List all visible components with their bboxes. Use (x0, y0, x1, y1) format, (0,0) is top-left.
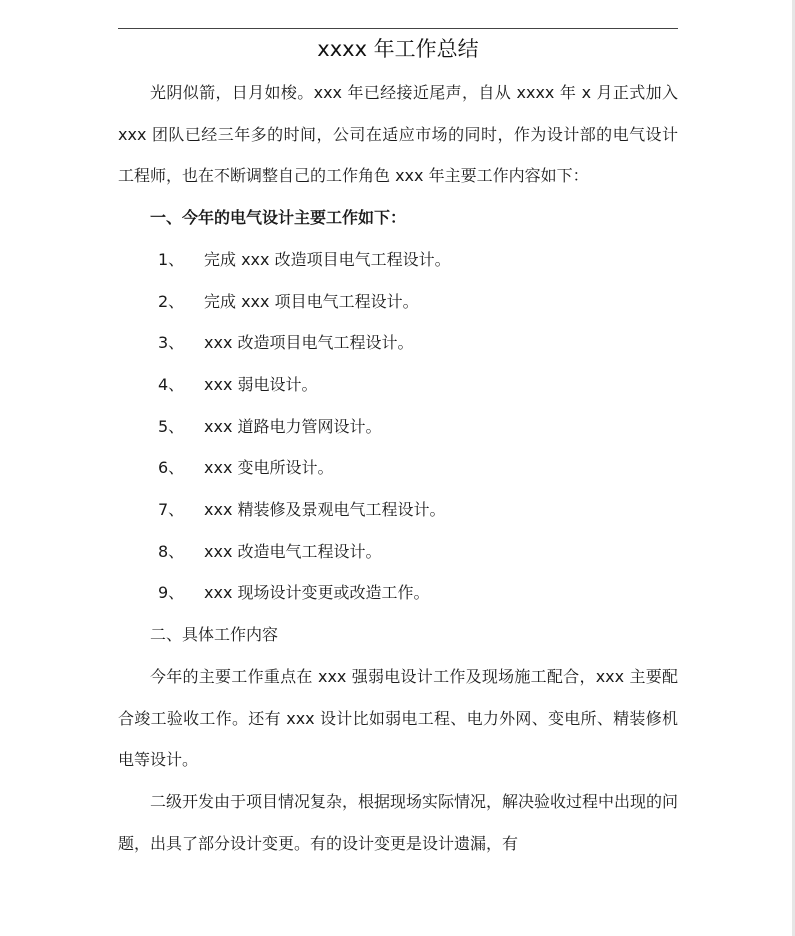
list-text: 完成 xxx 项目电气工程设计。 (204, 291, 419, 311)
list-number: 8、 (158, 541, 185, 561)
list-number: 6、 (158, 458, 185, 478)
section-2-heading: 二、具体工作内容 (150, 625, 279, 645)
list-item (118, 322, 678, 364)
list-item (118, 281, 678, 323)
list-text: xxx 变电所设计。 (204, 458, 334, 478)
list-item (118, 531, 678, 573)
section-2-paragraph-1: 今年的主要工作重点在 xxx 强弱电设计工作及现场施工配合，xxx 主要配合竣工验收工作。还有 xxx 设计比如弱电工程、电力外网、变电所、精装修机电等设计。 (118, 666, 678, 770)
section-1-heading: 一、今年的电气设计主要工作如下： (150, 208, 407, 228)
list-text: 完成 xxx 改造项目电气工程设计。 (204, 249, 451, 269)
list-number: 2、 (158, 291, 185, 311)
list-text: xxx 精装修及景观电气工程设计。 (204, 500, 446, 520)
list-item (118, 406, 678, 448)
list-number: 7、 (158, 500, 185, 520)
list-item (118, 489, 678, 531)
list-number: 5、 (158, 416, 185, 436)
list-number: 4、 (158, 374, 185, 394)
list-item (118, 364, 678, 406)
list-number: 3、 (158, 333, 185, 353)
list-text: xxx 现场设计变更或改造工作。 (204, 583, 430, 603)
section-2-paragraph-2: 二级开发由于项目情况复杂，根据现场实际情况，解决验收过程中出现的问题，出具了部分设计变更。有的设计变更是设计遗漏，有 (118, 791, 679, 853)
header-rule (118, 28, 678, 29)
document-title: xxxx 年工作总结 (317, 37, 479, 61)
section-1-list (118, 239, 678, 614)
list-item (118, 572, 678, 614)
list-text: xxx 弱电设计。 (204, 374, 318, 394)
list-item (118, 239, 678, 281)
list-number: 1、 (158, 249, 185, 269)
list-text: xxx 改造项目电气工程设计。 (204, 333, 414, 353)
list-item (118, 447, 678, 489)
list-number: 9、 (158, 583, 185, 603)
list-text: xxx 改造电气工程设计。 (204, 541, 382, 561)
intro-paragraph: 光阴似箭，日月如梭。xxx 年已经接近尾声，自从 xxxx 年 x 月正式加入 xxx 团队已经三年多的时间，公司在适应市场的同时，作为设计部的电气设计工程师，也在不断调整自己的工作角色 xxx 年主要工作内容如下： (118, 83, 678, 186)
document-body (118, 72, 678, 864)
list-text: xxx 道路电力管网设计。 (204, 416, 382, 436)
